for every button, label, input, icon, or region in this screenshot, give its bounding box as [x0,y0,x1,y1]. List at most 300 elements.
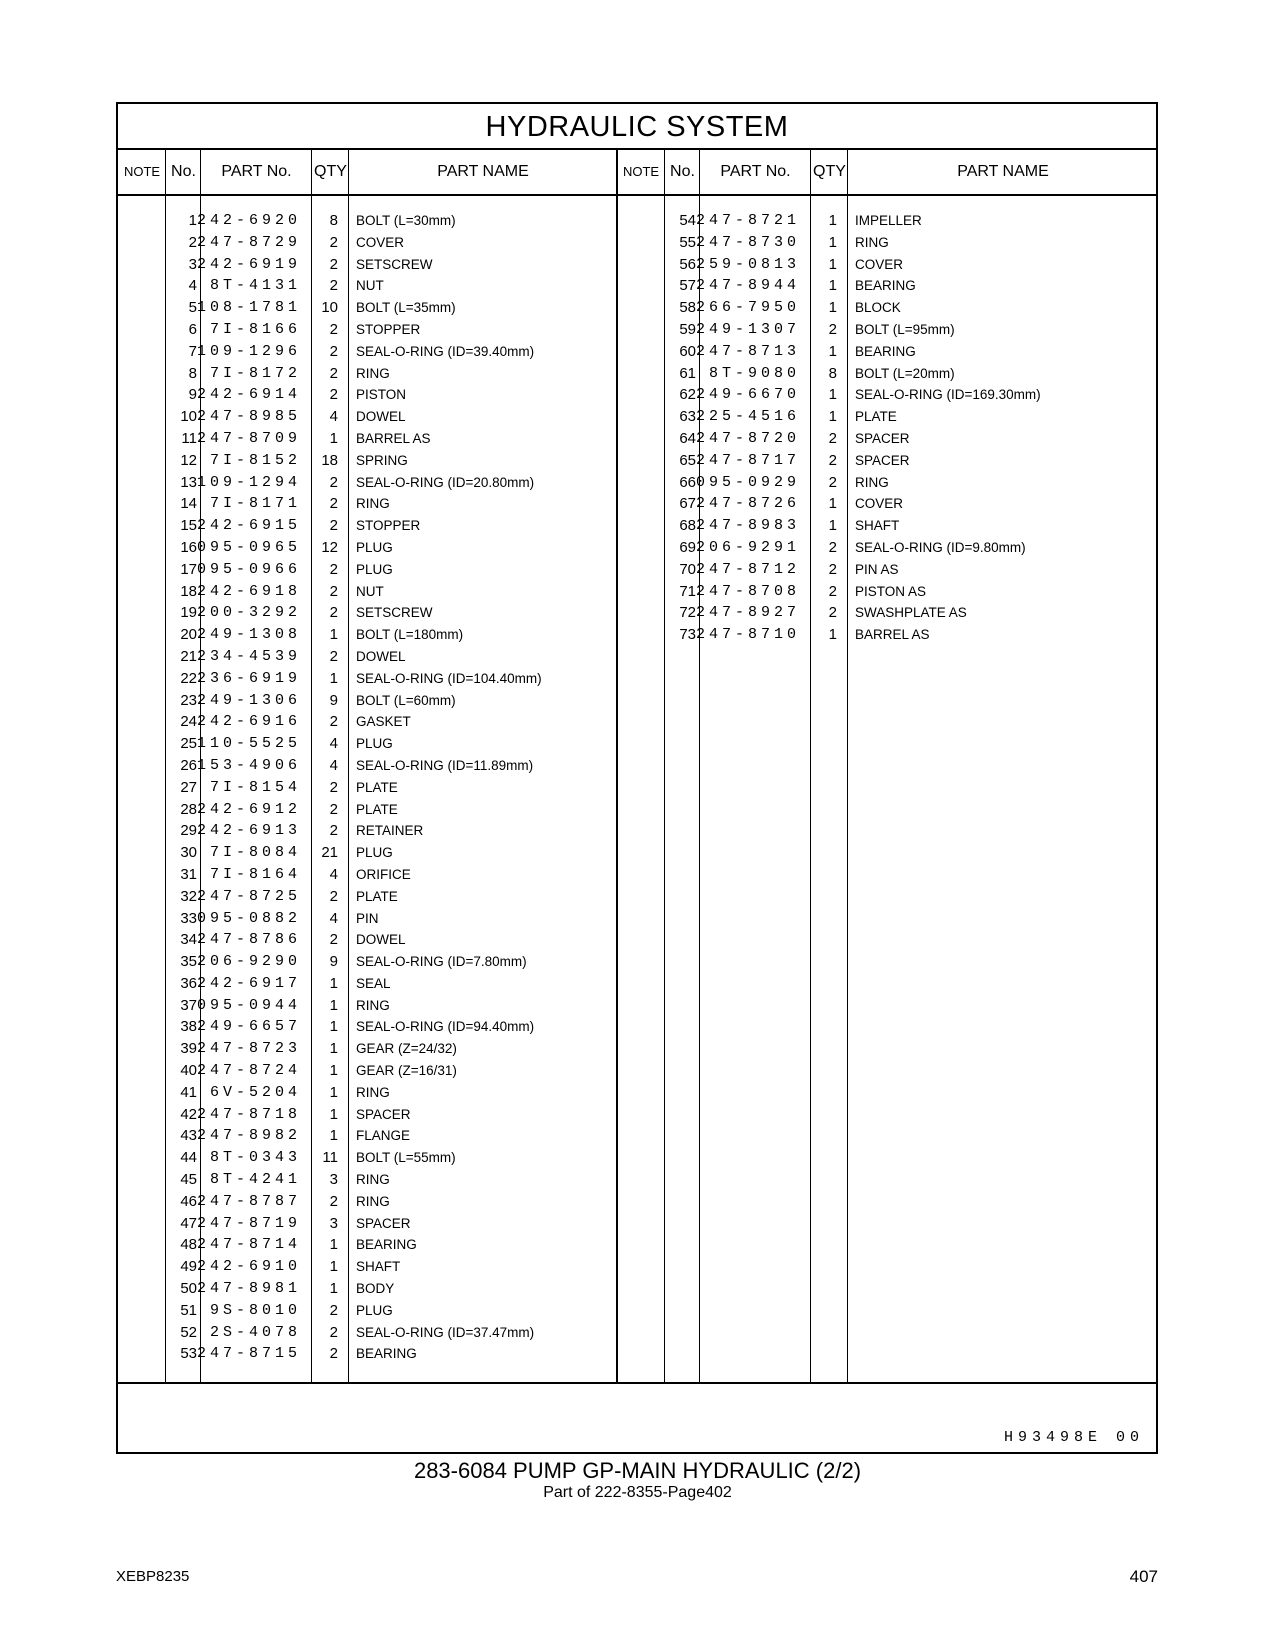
part-number: 7I-8154 [209,778,301,796]
table-row [118,1169,617,1191]
part-name: BARREL AS [855,627,930,643]
table-header [118,150,1156,196]
table-row [118,864,617,886]
table-row [118,886,617,908]
table-row [118,1300,617,1322]
table-row [118,232,617,254]
table-row [118,668,617,690]
part-name: SEAL-O-RING (ID=169.30mm) [855,387,1041,403]
item-number: 28 [180,800,197,818]
part-name: PLUG [356,561,393,577]
item-number: 52 [180,1323,197,1341]
part-name: RING [356,1193,390,1209]
part-number: 247-8712 [695,560,800,578]
table-row [617,602,1158,624]
quantity: 2 [329,342,338,360]
table-row [118,820,617,842]
item-number: 1 [188,212,197,229]
quantity: 3 [329,1214,338,1232]
part-number: 247-8787 [196,1192,301,1210]
quantity: 2 [828,582,837,600]
quantity: 2 [329,255,338,273]
item-number: 72 [679,604,696,622]
table-row [118,1125,617,1147]
part-name: SEAL-O-RING (ID=37.47mm) [356,1324,535,1340]
part-number: 247-8983 [695,517,800,535]
quantity: 2 [828,473,837,491]
part-name: ORIFICE [356,866,411,882]
part-name: BEARING [855,343,916,359]
part-name: RING [356,1084,390,1100]
part-name: BOLT (L=30mm) [356,213,456,228]
model-title: 283-6084 PUMP GP-MAIN HYDRAULIC (2/2) [413,1458,862,1483]
part-number: 108-1781 [196,299,301,317]
quantity: 2 [329,887,338,905]
table-row [118,210,617,232]
part-name: SPACER [855,430,910,446]
part-name: STOPPER [356,321,421,337]
quantity: 2 [329,778,338,796]
table-row [118,646,617,668]
item-number: 36 [180,974,197,992]
quantity: 4 [329,865,338,883]
item-number: 17 [180,560,197,578]
part-number: 249-6670 [695,386,800,404]
part-name: GEAR (Z=16/31) [356,1063,457,1079]
part-number: 109-1296 [196,342,301,360]
table-row [118,733,617,755]
part-number: 200-3292 [196,604,301,622]
table-row [118,384,617,406]
quantity: 1 [828,212,837,229]
part-number: 247-8720 [695,429,800,447]
part-name: SEAL-O-RING (ID=9.80mm) [855,539,1026,555]
table-row [118,1256,617,1278]
part-number: 2S-4078 [209,1323,301,1341]
item-number: 65 [679,451,696,469]
col-partname-left: PART NAME [437,163,529,180]
part-number: 153-4906 [196,756,301,774]
quantity: 4 [329,408,338,426]
table-row [118,690,617,712]
quantity: 2 [329,1192,338,1210]
part-number: 266-7950 [695,299,800,317]
item-number: 24 [180,713,197,731]
item-number: 46 [180,1192,197,1210]
table-row [617,232,1158,254]
table-row [118,450,617,472]
quantity: 2 [828,451,837,469]
part-name: PLUG [356,1302,393,1318]
table-row [617,493,1158,515]
part-number: 247-8710 [695,626,800,644]
table-row [617,275,1158,297]
item-number: 62 [679,386,696,404]
item-number: 70 [679,560,696,578]
item-number: 71 [679,582,696,600]
quantity: 1 [329,669,338,687]
quantity: 1 [329,429,338,447]
item-number: 64 [679,429,696,447]
item-number: 22 [180,669,197,687]
item-number: 23 [180,691,197,709]
table-row [118,777,617,799]
item-number: 32 [180,887,197,905]
part-number: 225-4516 [695,408,800,426]
part-number: 7I-8084 [209,844,301,862]
part-number: 247-8726 [695,495,800,513]
part-number: 247-8927 [695,604,800,622]
table-row [617,537,1158,559]
table-row [118,515,617,537]
table-row [118,537,617,559]
part-name: GASKET [356,714,411,730]
part-name: SEAL-O-RING (ID=104.40mm) [356,670,542,686]
part-number: 8T-4241 [209,1171,301,1189]
item-number: 63 [679,408,696,426]
item-number: 8 [188,364,197,382]
quantity: 2 [329,604,338,622]
part-number: 247-8985 [196,408,301,426]
table-row [617,210,1158,232]
part-name: BEARING [356,1237,417,1253]
item-number: 20 [180,626,197,644]
item-number: 45 [180,1171,197,1189]
item-number: 19 [180,604,197,622]
part-name: SPACER [356,1106,411,1122]
part-number: 247-8723 [196,1040,301,1058]
table-row [617,384,1158,406]
table-row [118,711,617,733]
item-number: 37 [180,996,197,1014]
quantity: 2 [329,1301,338,1319]
part-number: 242-6913 [196,822,301,840]
part-number: 110-5525 [196,735,301,753]
table-row [118,319,617,341]
quantity: 1 [828,386,837,404]
quantity: 2 [329,364,338,382]
item-number: 33 [180,909,197,927]
quantity: 21 [321,844,338,862]
item-number: 66 [679,473,696,491]
part-number: 095-0965 [196,538,301,556]
quantity: 1 [329,974,338,992]
table-row [617,406,1158,428]
item-number: 12 [180,451,197,469]
part-name: RING [356,365,390,381]
part-number: 247-8717 [695,451,800,469]
part-name: PLUG [356,845,393,861]
item-number: 50 [180,1280,197,1298]
quantity: 12 [321,538,338,556]
item-number: 39 [180,1040,197,1058]
part-name: PLATE [855,409,897,425]
parts-table-frame [116,102,1158,1454]
part-number: 8T-9080 [708,364,800,382]
part-name: GEAR (Z=24/32) [356,1041,457,1057]
part-number: 7I-8152 [209,451,301,469]
item-number: 59 [679,320,696,338]
col-qty-right: QTY [813,163,846,180]
part-number: 6V-5204 [209,1083,301,1101]
part-name: BEARING [356,1346,417,1362]
table-row [118,929,617,951]
item-number: 44 [180,1149,197,1167]
item-number: 58 [679,299,696,317]
quantity: 4 [329,735,338,753]
item-number: 43 [180,1127,197,1145]
quantity: 2 [329,473,338,491]
part-name: BOLT (L=55mm) [356,1150,456,1166]
part-name: SPACER [855,452,910,468]
item-number: 56 [679,255,696,273]
part-number: 249-1306 [196,691,301,709]
part-name: BLOCK [855,300,901,316]
item-number: 69 [679,538,696,556]
part-name: SHAFT [855,518,900,534]
quantity: 1 [828,495,837,513]
page-number: 407 [1129,1567,1158,1586]
quantity: 2 [329,277,338,295]
item-number: 6 [188,320,197,338]
quantity: 1 [329,626,338,644]
table-row [118,755,617,777]
quantity: 1 [828,626,837,644]
part-number: 095-0944 [196,996,301,1014]
quantity: 2 [329,647,338,665]
part-name: RETAINER [356,823,424,839]
part-number: 247-8718 [196,1105,301,1123]
item-number: 47 [180,1214,197,1232]
part-number: 206-9291 [695,538,800,556]
table-row [617,363,1158,385]
part-name: COVER [356,234,405,250]
part-name: DOWEL [356,648,406,664]
item-number: 29 [180,822,197,840]
part-number: 242-6914 [196,386,301,404]
table-row [118,1213,617,1235]
part-name: SETSCREW [356,256,433,272]
item-number: 54 [679,212,696,229]
col-partno-right: PART No. [720,163,791,180]
item-number: 34 [180,931,197,949]
quantity: 2 [329,582,338,600]
quantity: 1 [828,233,837,251]
part-number: 236-6919 [196,669,301,687]
item-number: 67 [679,495,696,513]
item-number: 68 [679,517,696,535]
item-number: 2 [188,233,197,251]
table-row [118,363,617,385]
part-number: 242-6916 [196,713,301,731]
part-number: 247-8714 [196,1236,301,1254]
part-number: 247-8713 [695,342,800,360]
table-row [617,428,1158,450]
table-row [118,1322,617,1344]
quantity: 1 [828,342,837,360]
part-name: PLATE [356,801,398,817]
page-title: HYDRAULIC SYSTEM [118,104,1156,150]
table-row [118,602,617,624]
part-name: BOLT (L=35mm) [356,300,456,316]
quantity: 8 [329,212,338,229]
table-row [118,406,617,428]
quantity: 1 [828,517,837,535]
item-number: 38 [180,1018,197,1036]
table-row [617,297,1158,319]
part-name: SEAL-O-RING (ID=20.80mm) [356,474,535,490]
table-row [118,472,617,494]
part-number: 9S-8010 [209,1301,301,1319]
col-no-right: No. [670,163,695,180]
part-number: 095-0882 [196,909,301,927]
quantity: 2 [329,713,338,731]
table-row [118,995,617,1017]
quantity: 2 [828,604,837,622]
table-row [617,472,1158,494]
quantity: 1 [329,1236,338,1254]
part-number: 259-0813 [695,255,800,273]
part-name: PLATE [356,779,398,795]
quantity: 1 [329,1280,338,1298]
part-name: PIN [356,910,379,926]
quantity: 1 [329,996,338,1014]
parts-list-right [617,210,1158,646]
item-number: 49 [180,1258,197,1276]
table-row [118,1343,617,1365]
quantity: 1 [828,299,837,317]
part-name: PLUG [356,736,393,752]
part-number: 247-8721 [695,212,800,229]
quantity: 1 [828,408,837,426]
part-name: BEARING [855,278,916,294]
quantity: 8 [828,364,837,382]
col-qty-left: QTY [314,163,347,180]
table-row [118,1234,617,1256]
part-name: SEAL-O-RING (ID=7.80mm) [356,954,527,970]
part-name: COVER [855,256,904,272]
part-number: 247-8786 [196,931,301,949]
item-number: 16 [180,538,197,556]
part-name: BARREL AS [356,430,431,446]
part-number: 234-4539 [196,647,301,665]
table-row [118,1147,617,1169]
part-number: 242-6910 [196,1258,301,1276]
quantity: 2 [828,429,837,447]
table-row [118,624,617,646]
item-number: 55 [679,233,696,251]
part-name: FLANGE [356,1128,411,1144]
item-number: 3 [188,255,197,273]
part-number: 247-8729 [196,233,301,251]
part-number: 8T-4131 [209,277,301,295]
part-number: 7I-8171 [209,495,301,513]
part-number: 242-6915 [196,517,301,535]
item-number: 35 [180,953,197,971]
table-row [617,559,1158,581]
item-number: 25 [180,735,197,753]
quantity: 2 [828,320,837,338]
part-name: SEAL [356,975,391,991]
divider [118,1382,1156,1384]
quantity: 1 [329,1040,338,1058]
part-name: IMPELLER [855,213,922,228]
part-name: BOLT (L=180mm) [356,627,464,643]
part-number: 8T-0343 [209,1149,301,1167]
part-number: 247-8725 [196,887,301,905]
part-name: BOLT (L=20mm) [855,365,955,381]
part-number: 247-8708 [695,582,800,600]
part-name: SEAL-O-RING (ID=94.40mm) [356,1019,535,1035]
table-row [118,493,617,515]
item-number: 31 [180,865,197,883]
part-name: SPRING [356,452,408,468]
table-row [617,254,1158,276]
table-row [118,1278,617,1300]
table-row [118,254,617,276]
col-partname-right: PART NAME [957,163,1049,180]
quantity: 2 [329,517,338,535]
part-number: 247-8944 [695,277,800,295]
quantity: 9 [329,691,338,709]
quantity: 1 [329,1018,338,1036]
quantity: 2 [329,386,338,404]
part-name: DOWEL [356,932,406,948]
part-name: RING [356,1172,390,1188]
part-name: SHAFT [356,1259,401,1275]
quantity: 1 [329,1258,338,1276]
part-name: PISTON [356,387,407,403]
part-number: 242-6918 [196,582,301,600]
col-note-right: NOTE [622,164,660,179]
table-row [118,1104,617,1126]
part-number: 247-8730 [695,233,800,251]
part-number: 095-0966 [196,560,301,578]
table-row [617,341,1158,363]
part-number: 242-6920 [196,212,301,229]
part-number: 247-8715 [196,1345,301,1363]
item-number: 40 [180,1062,197,1080]
item-number: 48 [180,1236,197,1254]
item-number: 18 [180,582,197,600]
table-row [118,428,617,450]
part-number: 247-8724 [196,1062,301,1080]
table-row [118,581,617,603]
part-number: 249-1308 [196,626,301,644]
table-row [118,275,617,297]
table-row [118,799,617,821]
part-name: SEAL-O-RING (ID=39.40mm) [356,343,535,359]
quantity: 10 [321,299,338,317]
part-name: DOWEL [356,409,406,425]
part-number: 249-6657 [196,1018,301,1036]
quantity: 2 [329,931,338,949]
part-number: 247-8709 [196,429,301,447]
quantity: 2 [828,560,837,578]
col-no-left: No. [171,163,196,180]
part-number: 247-8719 [196,1214,301,1232]
item-number: 61 [679,364,696,382]
item-number: 5 [188,299,197,317]
quantity: 2 [329,800,338,818]
item-number: 14 [180,495,197,513]
part-name: BODY [356,1281,395,1297]
quantity: 1 [828,255,837,273]
item-number: 42 [180,1105,197,1123]
table-row [617,624,1158,646]
item-number: 73 [679,626,696,644]
table-row [118,1038,617,1060]
